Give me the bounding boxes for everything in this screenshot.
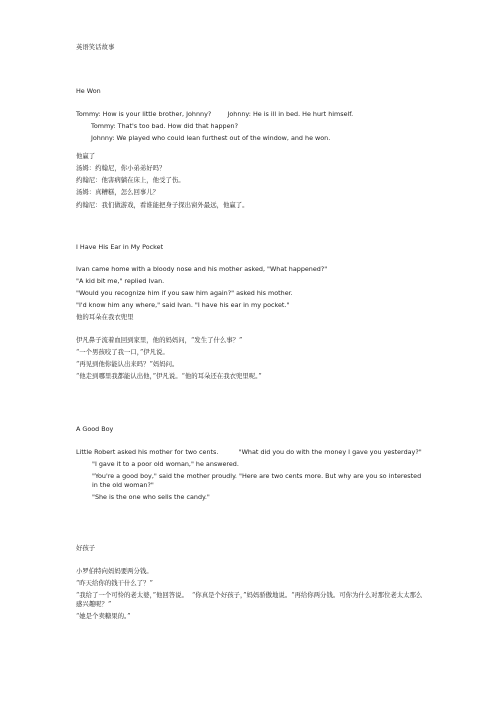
heading-ear-in-pocket: I Have His Ear in My Pocket: [76, 243, 164, 251]
doc-title: 英语笑话故事: [76, 43, 115, 51]
dialogue-line: Tommy: That's too bad. How did that happen?: [91, 122, 238, 131]
story-line: "I gave it to a poor old woman," he answered.: [92, 460, 239, 469]
chinese-line: “再见到他你能认出来吗？”妈妈问。: [76, 359, 179, 368]
chinese-line: 伊凡鼻子流着血回到家里，他的妈妈问，“发生了什么事？”: [76, 335, 243, 344]
chinese-line: 小罗伯特向妈妈要两分钱。: [76, 566, 153, 575]
chinese-line: “他走到哪里我都能认出他，”伊凡说。“他的耳朵还在我衣兜里呢。”: [76, 372, 262, 381]
chinese-line: “她是个卖糖果的。”: [76, 611, 131, 620]
ear-in-pocket-chinese: [76, 313, 428, 384]
story-line: Little Robert asked his mother for two cents. "What did you do with the money I gave you yesterday?": [76, 448, 422, 456]
chinese-line: 约翰尼：我们做游戏，看谁能把身子探出窗外最远，他赢了。: [76, 200, 249, 209]
chinese-line: 汤姆：约翰尼，你小弟弟好吗？: [76, 164, 166, 173]
he-won-chinese: [76, 152, 428, 213]
good-boy-chinese: [76, 544, 428, 624]
story-line: Ivan came home with a bloody nose and his mother asked, "What happened?": [76, 265, 328, 273]
story-line: "She is the one who sells the candy.": [92, 493, 210, 502]
good-boy-story: [76, 448, 428, 505]
chinese-line: 约翰尼：他害病躺在床上，他受了伤。: [76, 176, 185, 185]
story-line: "I'd know him any where," said Ivan. "I have his ear in my pocket.": [76, 301, 290, 310]
chinese-heading: 好孩子: [76, 544, 96, 552]
story-line: "Would you recognize him if you saw him again?" asked his mother.: [76, 289, 293, 298]
chinese-line: “我给了一个可怜的老太婆，”他回答说。 “你真是个好孩子，”妈妈骄傲地说。“再给你两分钱。可你为什么对那位老太太那么感兴趣呢？”: [76, 590, 423, 608]
he-won-dialogue: [76, 110, 428, 146]
story-line: "You're a good boy," said the mother proudly. "Here are two cents more. But why are you so interested in the old woman?": [92, 472, 424, 489]
heading-good-boy: A Good Boy: [76, 425, 114, 433]
ear-in-pocket-story: [76, 265, 428, 314]
chinese-line: 汤姆：真糟糕，怎么回事儿？: [76, 188, 160, 197]
dialogue-line: Tommy: How is your little brother, Johnny? Johnny: He is ill in bed. He hurt himself.: [76, 110, 354, 118]
chinese-heading: 他赢了: [76, 152, 96, 160]
chinese-heading: 他的耳朵在我衣兜里: [76, 313, 134, 321]
story-line: "A kid bit me," replied Ivan.: [76, 277, 165, 286]
dialogue-line: Johnny: We played who could lean furthest out of the window, and he won.: [91, 134, 331, 143]
chinese-line: “昨天给你的钱干什么了？”: [76, 578, 153, 587]
heading-he-won: He Won: [76, 87, 101, 95]
chinese-line: “一个男孩咬了我一口，”伊凡说。: [76, 347, 169, 356]
